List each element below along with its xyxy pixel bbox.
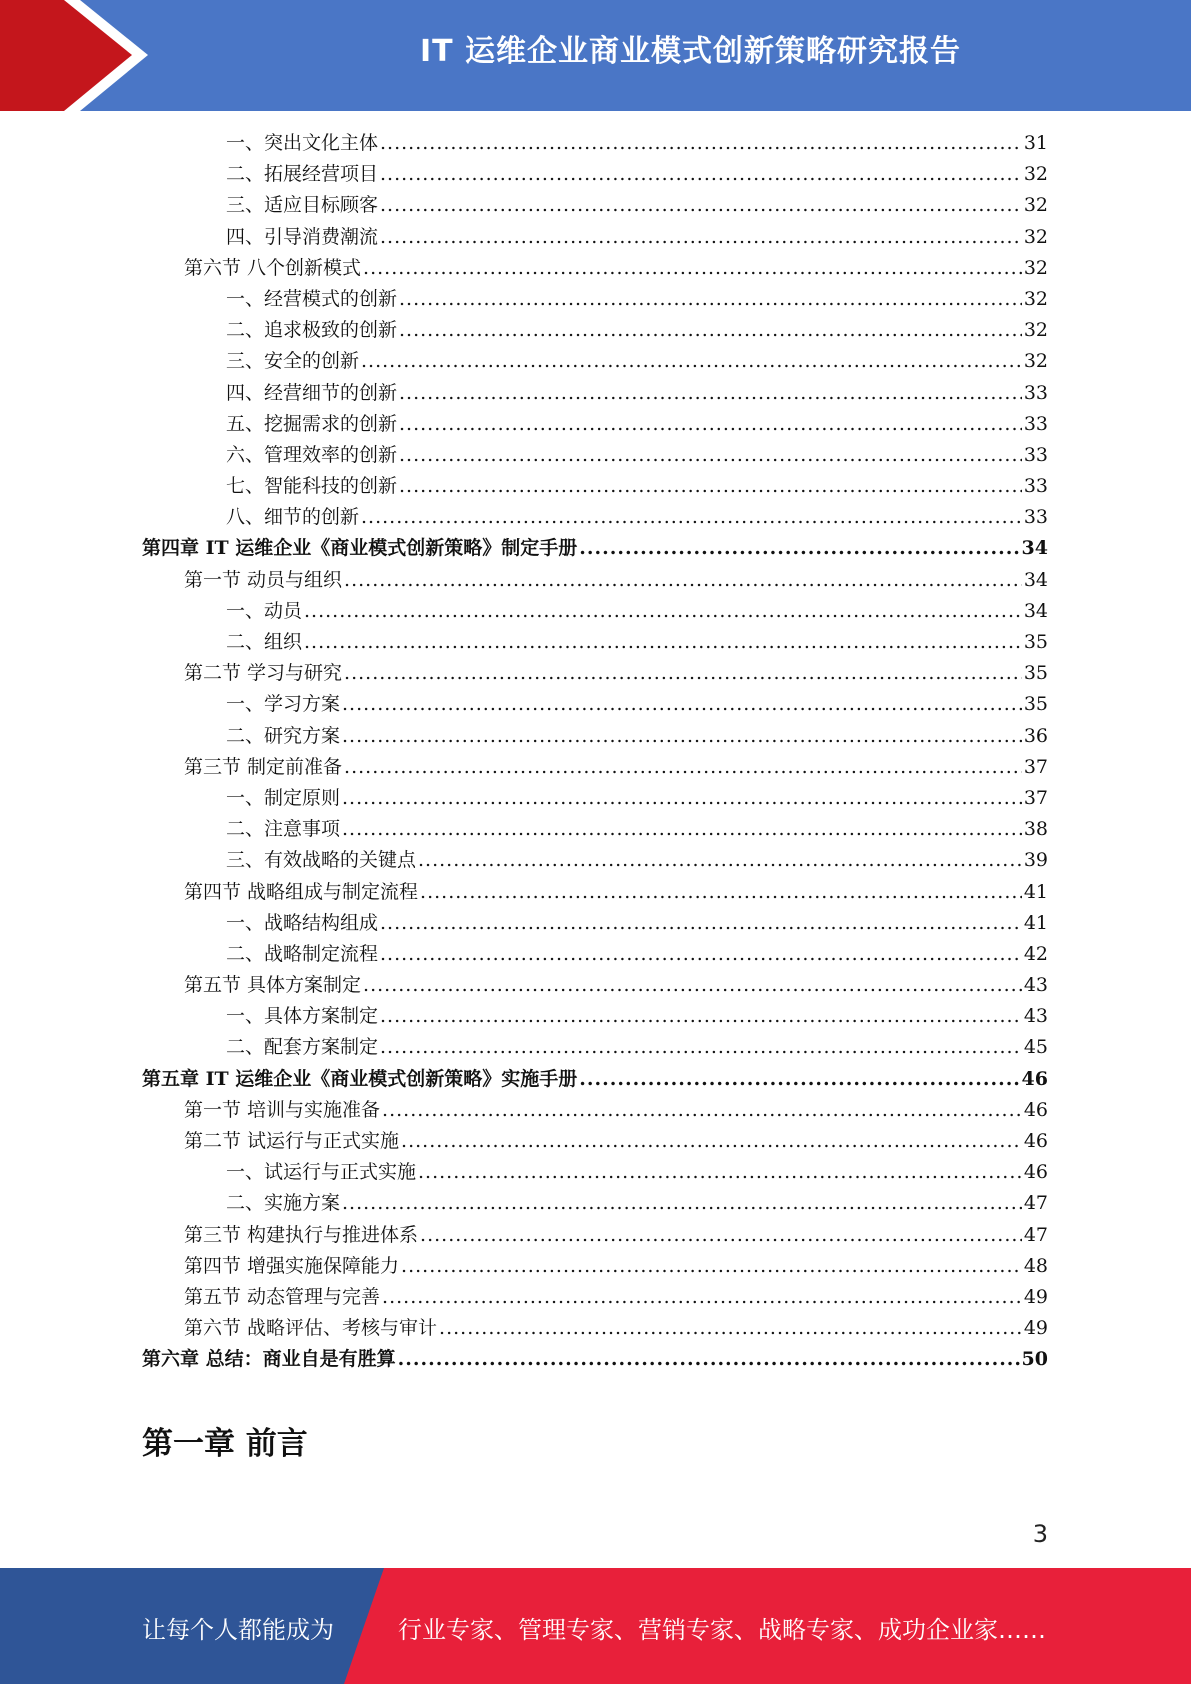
- toc-dot-leader: [380, 159, 1022, 190]
- toc-entry-page: 49: [1023, 1317, 1048, 1340]
- toc-dot-leader: [401, 1251, 1022, 1282]
- toc-entry-page: 32: [1023, 256, 1048, 279]
- toc-dot-leader: [401, 1126, 1022, 1157]
- toc-dot-leader: [579, 533, 1019, 564]
- toc-entry[interactable]: [142, 877, 1048, 908]
- toc-entry-title: 第三节 构建执行与推进体系: [184, 1223, 419, 1246]
- toc-dot-leader: [342, 814, 1022, 845]
- toc-entry[interactable]: [142, 752, 1048, 783]
- toc-entry-title: 第四节 战略组成与制定流程: [184, 880, 419, 903]
- toc-dot-leader: [363, 970, 1022, 1001]
- toc-entry-title: 第五章 IT 运维企业《商业模式创新策略》实施手册: [142, 1067, 578, 1090]
- toc-entry[interactable]: [142, 1188, 1048, 1219]
- toc-entry-title: 一、制定原则: [226, 786, 341, 809]
- toc-entry-title: 一、经营模式的创新: [226, 287, 398, 310]
- toc-dot-leader: [380, 190, 1022, 221]
- toc-entry[interactable]: [142, 689, 1048, 720]
- toc-dot-leader: [380, 1032, 1022, 1063]
- toc-entry-page: 34: [1021, 537, 1048, 560]
- toc-entry[interactable]: [142, 502, 1048, 533]
- toc-entry-page: 32: [1023, 319, 1048, 342]
- toc-entry-title: 第三节 制定前准备: [184, 755, 343, 778]
- toc-entry-title: 六、管理效率的创新: [226, 443, 398, 466]
- toc-entry-page: 31: [1023, 132, 1048, 154]
- toc-entry[interactable]: [142, 845, 1048, 876]
- toc-dot-leader: [399, 378, 1022, 409]
- toc-entry-title: 二、战略制定流程: [226, 942, 379, 965]
- toc-entry[interactable]: [142, 565, 1048, 596]
- toc-dot-leader: [380, 908, 1022, 939]
- toc-entry-page: 46: [1021, 1067, 1048, 1090]
- toc-dot-leader: [579, 1064, 1019, 1095]
- toc-entry-page: 41: [1023, 911, 1048, 934]
- toc-entry-title: 第四章 IT 运维企业《商业模式创新策略》制定手册: [142, 537, 578, 560]
- toc-entry-page: 32: [1023, 287, 1048, 310]
- toc-entry-title: 一、具体方案制定: [226, 1005, 379, 1028]
- toc-entry-title: 二、研究方案: [226, 724, 341, 747]
- toc-dot-leader: [361, 346, 1022, 377]
- toc-entry[interactable]: [142, 346, 1048, 377]
- toc-entry-title: 第一节 培训与实施准备: [184, 1098, 381, 1121]
- toc-entry[interactable]: [142, 190, 1048, 221]
- toc-entry-page: 32: [1023, 163, 1048, 186]
- toc-entry[interactable]: [142, 409, 1048, 440]
- toc-dot-leader: [342, 783, 1022, 814]
- toc-entry-title: 二、组织: [226, 631, 303, 653]
- toc-entry-page: 33: [1023, 475, 1048, 498]
- toc-entry-title: 四、引导消费潮流: [226, 225, 379, 248]
- header-title: IT 运维企业商业模式创新策略研究报告: [419, 34, 962, 69]
- toc-entry[interactable]: [142, 128, 1048, 159]
- toc-entry[interactable]: [142, 814, 1048, 845]
- toc-entry-page: 32: [1023, 194, 1048, 217]
- toc-entry-title: 第二节 试运行与正式实施: [184, 1130, 400, 1152]
- toc-entry-title: 一、突出文化主体: [226, 132, 379, 154]
- toc-entry-page: 49: [1023, 1285, 1048, 1308]
- toc-entry-page: 37: [1023, 755, 1048, 778]
- toc-dot-leader: [344, 658, 1022, 689]
- toc-entry-page: 47: [1023, 1223, 1048, 1246]
- toc-dot-leader: [399, 409, 1022, 440]
- toc-entry[interactable]: [142, 253, 1048, 284]
- toc-entry-title: 三、有效战略的关键点: [226, 849, 417, 872]
- toc-entry-page: 34: [1023, 568, 1048, 591]
- toc-entry-page: 46: [1023, 1098, 1048, 1121]
- toc-entry[interactable]: [142, 222, 1048, 253]
- toc-dot-leader: [342, 1188, 1022, 1219]
- chapter-heading: 第一章 前言: [142, 1426, 308, 1462]
- toc-entry[interactable]: [142, 1220, 1048, 1251]
- toc-entry[interactable]: [142, 1095, 1048, 1126]
- toc-dot-leader: [363, 253, 1022, 284]
- toc-entry[interactable]: [142, 440, 1048, 471]
- toc-entry-title: 一、动员: [226, 599, 303, 622]
- toc-entry-title: 三、适应目标顾客: [226, 194, 379, 217]
- toc-entry[interactable]: [142, 627, 1048, 658]
- toc-entry-title: 七、智能科技的创新: [226, 475, 398, 498]
- toc-entry-page: 45: [1023, 1036, 1048, 1059]
- toc-entry-page: 48: [1023, 1254, 1048, 1277]
- toc-entry[interactable]: [142, 783, 1048, 814]
- toc-entry[interactable]: [142, 596, 1048, 627]
- toc-entry-title: 二、实施方案: [226, 1192, 341, 1215]
- toc-dot-leader: [439, 1313, 1022, 1344]
- table-of-contents: [142, 128, 1048, 1376]
- toc-dot-leader: [344, 565, 1022, 596]
- toc-entry-page: 38: [1023, 818, 1048, 841]
- toc-entry-title: 第一节 动员与组织: [184, 568, 343, 591]
- toc-dot-leader: [380, 128, 1022, 159]
- toc-entry-title: 第四节 增强实施保障能力: [184, 1254, 400, 1277]
- toc-entry[interactable]: [142, 159, 1048, 190]
- toc-entry-page: 35: [1023, 662, 1048, 685]
- toc-entry-title: 第二节 学习与研究: [184, 662, 343, 685]
- toc-entry[interactable]: [142, 284, 1048, 315]
- toc-entry-title: 一、学习方案: [226, 693, 341, 716]
- toc-entry-title: 第六节 战略评估、考核与审计: [184, 1317, 438, 1340]
- toc-dot-leader: [380, 939, 1022, 970]
- toc-entry[interactable]: [142, 1126, 1048, 1157]
- toc-dot-leader: [399, 284, 1022, 315]
- toc-entry-page: 32: [1023, 350, 1048, 373]
- toc-entry-title: 第五节 具体方案制定: [184, 974, 362, 997]
- toc-entry[interactable]: [142, 315, 1048, 346]
- toc-entry-page: 39: [1023, 849, 1048, 872]
- toc-entry-page: 33: [1023, 412, 1048, 435]
- toc-entry-title: 四、经营细节的创新: [226, 381, 398, 404]
- toc-dot-leader: [380, 222, 1022, 253]
- toc-dot-leader: [380, 1001, 1022, 1032]
- toc-dot-leader: [420, 1220, 1022, 1251]
- footer-slogan-left: 让每个人都能成为: [142, 1616, 334, 1644]
- toc-entry[interactable]: [142, 1344, 1048, 1375]
- toc-dot-leader: [344, 752, 1022, 783]
- toc-entry-page: 42: [1023, 942, 1048, 965]
- page-number: 3: [1032, 1520, 1048, 1548]
- toc-entry-title: 一、战略结构组成: [226, 911, 379, 934]
- toc-entry[interactable]: [142, 1157, 1048, 1188]
- toc-entry-title: 第六章 总结：商业自是有胜算: [142, 1348, 396, 1371]
- toc-entry-page: 41: [1023, 880, 1048, 903]
- toc-dot-leader: [361, 502, 1022, 533]
- toc-entry[interactable]: [142, 1032, 1048, 1063]
- toc-entry-title: 二、拓展经营项目: [226, 163, 379, 186]
- toc-entry-page: 35: [1023, 631, 1048, 653]
- toc-entry-page: 33: [1023, 443, 1048, 466]
- toc-dot-leader: [342, 689, 1022, 720]
- toc-dot-leader: [342, 721, 1022, 752]
- footer-slogan-right: 行业专家、管理专家、营销专家、战略专家、成功企业家……: [398, 1616, 1046, 1644]
- toc-entry-title: 第六节 八个创新模式: [184, 256, 362, 279]
- toc-entry-page: 47: [1023, 1192, 1048, 1215]
- toc-dot-leader: [420, 877, 1022, 908]
- toc-entry-page: 43: [1023, 1005, 1048, 1028]
- toc-dot-leader: [304, 627, 1022, 658]
- page-header: [0, 0, 1191, 111]
- toc-dot-leader: [418, 845, 1022, 876]
- toc-dot-leader: [382, 1095, 1022, 1126]
- toc-entry-page: 33: [1023, 506, 1048, 529]
- toc-entry[interactable]: [142, 721, 1048, 752]
- toc-entry[interactable]: [142, 1313, 1048, 1344]
- toc-entry-title: 八、细节的创新: [226, 506, 360, 529]
- toc-entry-page: 36: [1023, 724, 1048, 747]
- toc-entry-page: 35: [1023, 693, 1048, 716]
- toc-dot-leader: [399, 471, 1022, 502]
- toc-entry-title: 三、安全的创新: [226, 350, 360, 373]
- toc-entry-title: 二、追求极致的创新: [226, 319, 398, 342]
- toc-entry[interactable]: [142, 1282, 1048, 1313]
- toc-entry[interactable]: [142, 1001, 1048, 1032]
- toc-dot-leader: [304, 596, 1022, 627]
- toc-dot-leader: [399, 315, 1022, 346]
- page-footer: [0, 1568, 1191, 1684]
- toc-entry[interactable]: [142, 1064, 1048, 1095]
- toc-entry[interactable]: [142, 378, 1048, 409]
- toc-entry-page: 32: [1023, 225, 1048, 248]
- toc-entry-title: 二、配套方案制定: [226, 1036, 379, 1059]
- toc-entry-title: 第五节 动态管理与完善: [184, 1285, 381, 1308]
- toc-dot-leader: [398, 1344, 1020, 1375]
- toc-entry[interactable]: [142, 939, 1048, 970]
- toc-entry[interactable]: [142, 471, 1048, 502]
- toc-entry[interactable]: [142, 533, 1048, 564]
- toc-entry-page: 33: [1023, 381, 1048, 404]
- toc-entry[interactable]: [142, 970, 1048, 1001]
- toc-dot-leader: [382, 1282, 1022, 1313]
- toc-entry-page: 46: [1023, 1130, 1048, 1152]
- toc-entry-page: 34: [1023, 599, 1048, 622]
- toc-entry[interactable]: [142, 908, 1048, 939]
- toc-entry-page: 46: [1023, 1161, 1048, 1184]
- toc-entry[interactable]: [142, 658, 1048, 689]
- toc-entry-title: 二、注意事项: [226, 818, 341, 841]
- toc-entry-page: 50: [1021, 1348, 1048, 1371]
- toc-dot-leader: [399, 440, 1022, 471]
- toc-entry-page: 43: [1023, 974, 1048, 997]
- toc-entry[interactable]: [142, 1251, 1048, 1282]
- toc-entry-title: 五、挖掘需求的创新: [226, 412, 398, 435]
- toc-dot-leader: [418, 1157, 1022, 1188]
- toc-entry-title: 一、试运行与正式实施: [226, 1161, 417, 1184]
- toc-entry-page: 37: [1023, 786, 1048, 809]
